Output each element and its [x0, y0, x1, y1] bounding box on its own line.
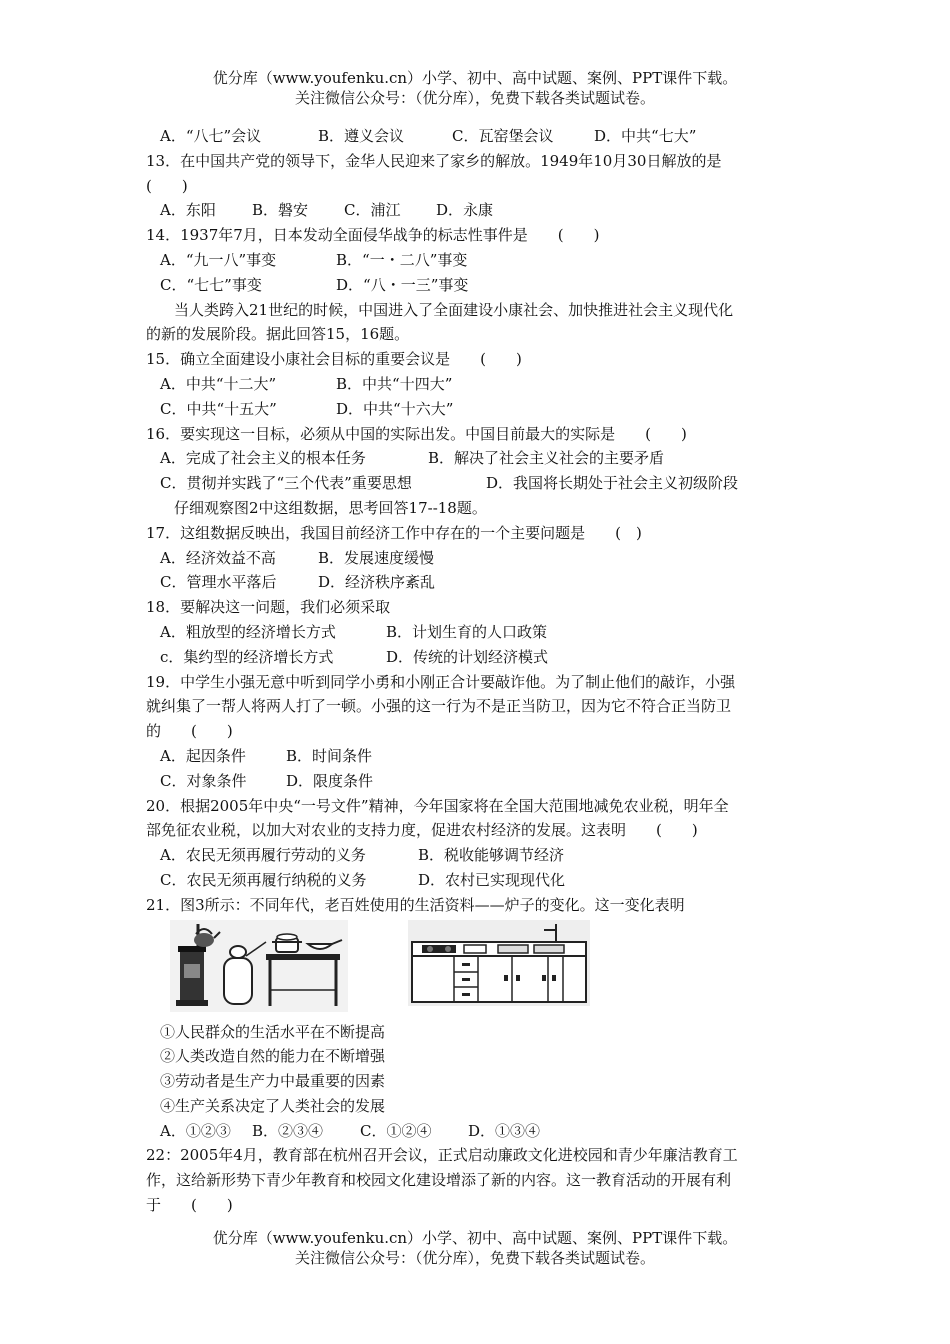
q17-option-d: D．经济秩序紊乱: [318, 573, 436, 592]
q13-option-c: C．浦江: [344, 201, 401, 220]
passage1-line2: 的新的发展阶段。据此回答15，16题。: [146, 325, 410, 344]
q21-stem: 21．图3所示：不同年代，老百姓使用的生活资料——炉子的变化。这一变化表明: [146, 895, 685, 914]
q15-option-d: D．中共“十六大”: [336, 399, 454, 418]
q12-option-c: C．瓦窑堡会议: [452, 127, 554, 145]
q14-stem: 14．1937年7月，日本发动全面侵华战争的标志性事件是 ( ): [146, 226, 600, 245]
q14-option-c: C．“七七”事变: [160, 275, 262, 294]
q21-option-a: A．①②③: [160, 1121, 231, 1140]
q15-stem: 15．确立全面建设小康社会目标的重要会议是 ( ): [146, 350, 522, 369]
old-stoves-illustration: [170, 920, 348, 1012]
q13-options: [146, 198, 826, 223]
q18-option-d: D．传统的计划经济模式: [386, 647, 549, 666]
figure-3-stoves: [146, 920, 826, 1016]
q17-stem: 17．这组数据反映出，我国目前经济工作中存在的一个主要问题是 ( ): [146, 523, 642, 542]
q18-options-row1: [146, 620, 826, 645]
footer-line-1: 优分库（www.youfenku.cn）小学、初中、高中试题、案例、PPT课件下载。: [212, 1229, 738, 1247]
q18-stem: 18．要解决这一问题，我们必须采取: [146, 598, 391, 617]
q17-option-c: C．管理水平落后: [160, 573, 277, 592]
q21-statement-1: ①人民群众的生活水平在不断提高: [160, 1022, 386, 1041]
q12-option-a: A．“八七”会议: [160, 127, 262, 145]
q13-stem-bracket: ( ): [146, 176, 188, 195]
q19-options-row2: [146, 769, 826, 794]
q15-option-b: B．中共“十四大”: [336, 374, 453, 393]
q16-options-row2: [146, 471, 826, 496]
q20-stem-line2: 部免征农业税，以加大对农业的支持力度，促进农村经济的发展。这表明 ( ): [146, 821, 698, 840]
exam-content: [146, 124, 826, 1218]
q17-options-row1: [146, 546, 826, 571]
q16-stem: 16．要实现这一目标，必须从中国的实际出发。中国目前最大的实际是 ( ): [146, 424, 687, 443]
q22-stem-line3: 于 ( ): [146, 1196, 233, 1215]
q14-options-row1: [146, 248, 826, 273]
q13-option-a: A．东阳: [160, 201, 216, 220]
q21-options: [146, 1119, 826, 1144]
q22-stem-line2: 作，这给新形势下青少年教育和校园文化建设增添了新的内容。这一教育活动的开展有利: [146, 1171, 732, 1190]
q14-option-b: B．“一・二八”事变: [336, 250, 468, 269]
q19-option-d: D．限度条件: [286, 771, 374, 790]
passage2-line1: 仔细观察图2中这组数据，思考回答17--18题。: [174, 498, 487, 517]
q16-option-d: D．我国将长期处于社会主义初级阶段: [486, 474, 739, 493]
page-header: [0, 68, 950, 108]
q22-stem-line1: 22：2005年4月，教育部在杭州召开会议，正式启动廉政文化进校园和青少年廉洁教育工: [146, 1146, 738, 1165]
q16-option-a: A．完成了社会主义的根本任务: [160, 449, 366, 468]
q19-options-row1: [146, 744, 826, 769]
q21-statement-3: ③劳动者是生产力中最重要的因素: [160, 1072, 386, 1091]
header-line-1: 优分库（www.youfenku.cn）小学、初中、高中试题、案例、PPT课件下载。: [212, 69, 738, 87]
q15-options-row1: [146, 372, 826, 397]
page-footer: [0, 1228, 950, 1268]
q17-option-a: A．经济效益不高: [160, 548, 276, 567]
q14-option-a: A．“九一八”事变: [160, 250, 277, 269]
q21-statement-2: ②人类改造自然的能力在不断增强: [160, 1047, 386, 1066]
q16-option-c: C．贯彻并实践了“三个代表”重要思想: [160, 474, 412, 493]
q20-stem-line1: 20．根据2005年中央“一号文件”精神，今年国家将在全国大范围地减免农业税，明年全: [146, 796, 729, 815]
q17-option-b: B．发展速度缓慢: [318, 548, 435, 567]
q15-options-row2: [146, 397, 826, 422]
q14-options-row2: [146, 273, 826, 298]
q13-option-b: B．磐安: [252, 201, 309, 220]
header-line-2: 关注微信公众号：（优分库），免费下载各类试题试卷。: [294, 89, 655, 107]
q15-option-a: A．中共“十二大”: [160, 374, 277, 393]
q20-option-a: A．农民无须再履行劳动的义务: [160, 846, 366, 865]
q20-option-b: B．税收能够调节经济: [418, 846, 565, 865]
q19-option-b: B．时间条件: [286, 746, 373, 765]
q19-stem-line2: 就纠集了一帮人将两人打了一顿。小强的这一行为不是正当防卫，因为它不符合正当防卫: [146, 697, 732, 716]
q21-option-d: D．①③④: [468, 1121, 541, 1140]
q18-option-a: A．粗放型的经济增长方式: [160, 622, 336, 641]
q19-option-c: C．对象条件: [160, 771, 247, 790]
q16-options-row1: [146, 446, 826, 471]
q20-option-c: C．农民无须再履行纳税的义务: [160, 870, 367, 889]
q16-option-b: B．解决了社会主义社会的主要矛盾: [428, 449, 665, 468]
q17-options-row2: [146, 570, 826, 595]
passage1-line1: 当人类跨入21世纪的时候，中国进入了全面建设小康社会、加快推进社会主义现代化: [174, 300, 734, 319]
q14-option-d: D．“八・一三”事变: [336, 275, 469, 294]
q19-option-a: A．起因条件: [160, 746, 246, 765]
q21-option-c: C．①②④: [360, 1121, 432, 1140]
footer-line-2: 关注微信公众号：（优分库），免费下载各类试题试卷。: [294, 1249, 655, 1267]
q19-stem-line1: 19．中学生小强无意中听到同学小勇和小刚正合计要敲诈他。为了制止他们的敲诈，小强: [146, 672, 736, 691]
q12-option-b: B．遵义会议: [318, 127, 405, 145]
q20-options-row2: [146, 868, 826, 893]
q12-options: [146, 124, 826, 149]
q13-stem: 13．在中国共产党的领导下，金华人民迎来了家乡的解放。1949年10月30日解放的是: [146, 151, 722, 170]
q18-option-c: c．集约型的经济增长方式: [160, 647, 334, 666]
q19-stem-line3: 的 ( ): [146, 722, 233, 741]
modern-kitchen-illustration: [408, 920, 590, 1006]
q20-options-row1: [146, 843, 826, 868]
q15-option-c: C．中共“十五大”: [160, 399, 277, 418]
q21-option-b: B．②③④: [252, 1121, 324, 1140]
q18-option-b: B．计划生育的人口政策: [386, 622, 548, 641]
q18-options-row2: [146, 645, 826, 670]
q13-option-d: D．永康: [436, 201, 494, 220]
q12-option-d: D．中共“七大”: [594, 127, 697, 145]
q20-option-d: D．农村已实现现代化: [418, 870, 566, 889]
q21-statement-4: ④生产关系决定了人类社会的发展: [160, 1096, 386, 1115]
